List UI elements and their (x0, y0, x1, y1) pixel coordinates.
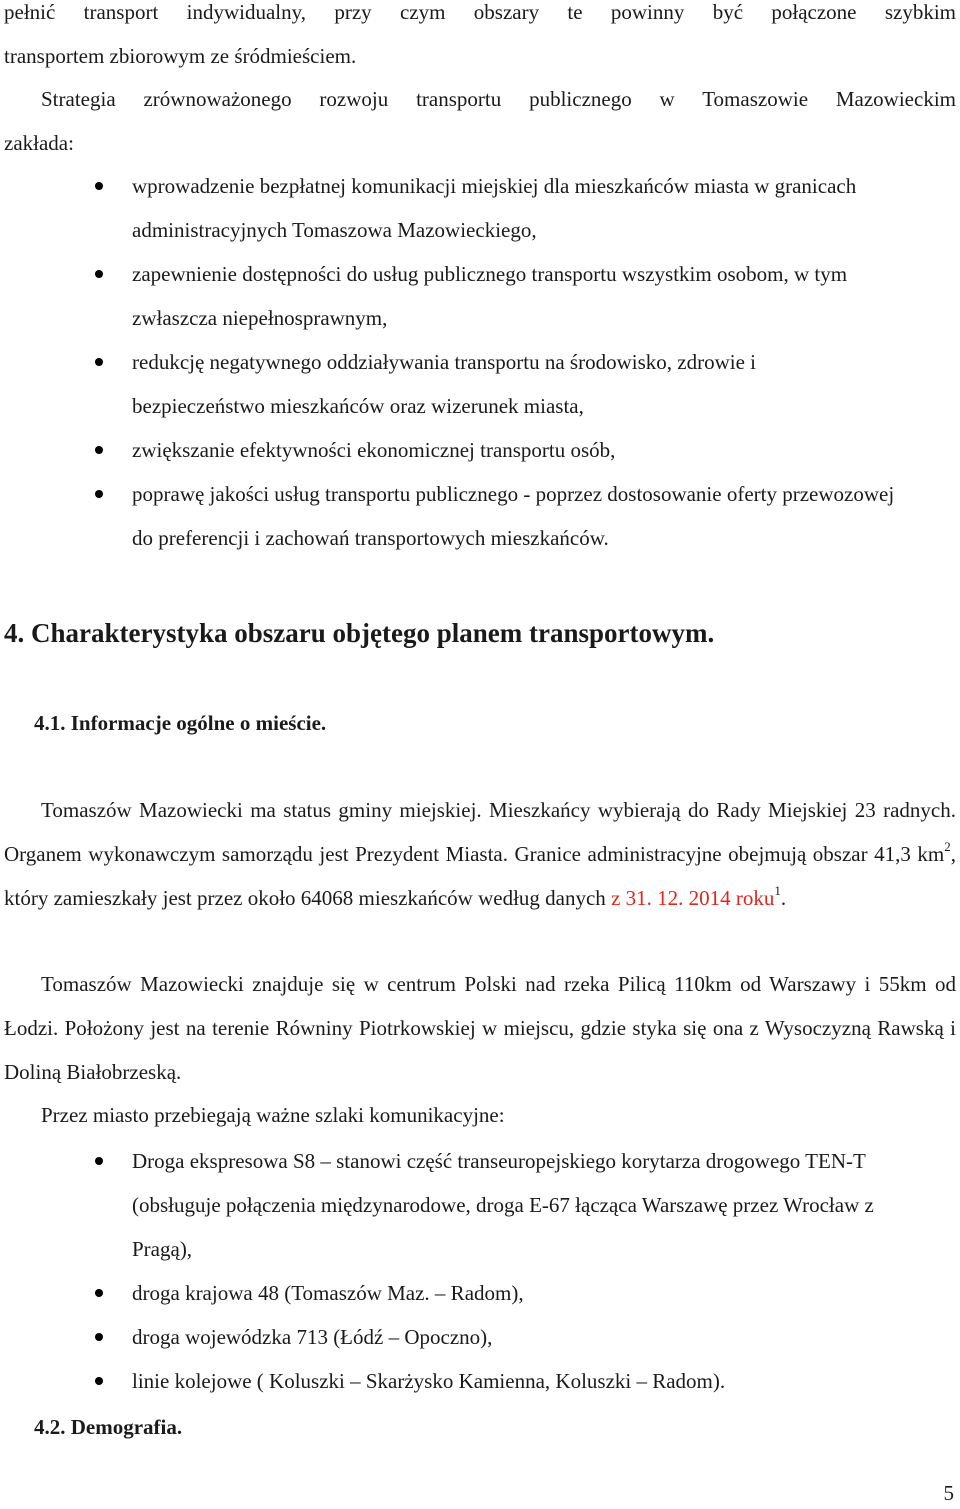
paragraph-city-status (4, 788, 956, 920)
list-item-text: droga wojewódzka 713 (Łódź – Opoczno), (132, 1325, 493, 1349)
list-item (0, 340, 960, 428)
paragraph-text: . (780, 886, 787, 910)
paragraph-routes-intro: Przez miasto przebiegają ważne szlaki komunikacyjne: (41, 1103, 505, 1127)
list-item-text: wprowadzenie bezpłatnej komunikacji miejskiej dla mieszkańców miasta w granicach administracyjnych Tomaszowa Mazowieckiego, (132, 174, 857, 242)
list-item-text: zapewnienie dostępności do usług publicznego transportu wszystkim osobom, w tym zwłaszcza niepełnosprawnym, (132, 262, 848, 330)
paragraph-text: Tomaszów Mazowiecki ma status gminy miejskiej. Mieszkańcy wybierają do Rady Miejskiej 23 radnych. Organem wykonawczym samorządu jest Prezydent Miasta. Granice administracyjne obejmują obszar 41,3 km (4, 798, 956, 866)
bullet-icon (95, 1377, 103, 1385)
intro-line-2: transportem zbiorowym ze śródmieściem. (4, 44, 357, 68)
list-item-text: linie kolejowe ( Koluszki – Skarżysko Kamienna, Koluszki – Radom). (132, 1369, 726, 1393)
list-item-text: Droga ekspresowa S8 – stanowi część transeuropejskiego korytarza drogowego TEN-T (obsługuje połączenia międzynarodowe, droga E-67 łącząca Warszawę przez Wrocław z Pragą), (132, 1149, 874, 1261)
superscript-2: 2 (944, 839, 951, 854)
list-item (0, 472, 960, 560)
list-item (0, 1139, 960, 1271)
bullet-icon (95, 270, 103, 278)
bullet-icon (95, 358, 103, 366)
strategy-goals-list (0, 164, 960, 560)
bullet-icon (95, 1157, 103, 1165)
strategy-intro-line-1: Strategia zrównoważonego rozwoju transportu publicznego w Tomaszowie Mazowieckim (41, 87, 956, 111)
section-4-heading: 4. Charakterystyka obszaru objętego planem transportowym. (4, 618, 715, 648)
date-reference: z 31. 12. 2014 roku (611, 886, 775, 910)
paragraph-text: , który zamieszkały jest przez około 64068 mieszkańców według danych (4, 842, 956, 910)
section-4-1-heading: 4.1. Informacje ogólne o mieście. (34, 711, 327, 735)
list-item-text: droga krajowa 48 (Tomaszów Maz. – Radom), (132, 1281, 524, 1305)
list-item (0, 1271, 960, 1315)
list-item (0, 1359, 960, 1403)
intro-line-1: pełnić transport indywidualny, przy czym obszary te powinny być połączone szybkim (4, 0, 956, 24)
routes-list (0, 1139, 960, 1403)
list-item (0, 428, 960, 472)
list-item-text: redukcję negatywnego oddziaływania transportu na środowisko, zdrowie i bezpieczeństwo mieszkańców oraz wizerunek miasta, (132, 350, 756, 418)
section-4-2-heading: 4.2. Demografia. (34, 1415, 183, 1439)
list-item (0, 164, 960, 252)
list-item (0, 252, 960, 340)
paragraph-location: Tomaszów Mazowiecki znajduje się w centrum Polski nad rzeka Pilicą 110km od Warszawy i 55km od Łodzi. Położony jest na terenie Równiny Piotrkowskiej w miejscu, gdzie styka się ona z Wysoczyzną Rawską i Doliną Białobrzeską. (4, 972, 956, 1084)
bullet-icon (95, 1289, 103, 1297)
page-number: 5 (943, 1481, 954, 1505)
bullet-icon (95, 1333, 103, 1341)
list-item-text: zwiększanie efektywności ekonomicznej transportu osób, (132, 438, 616, 462)
bullet-icon (95, 490, 103, 498)
strategy-intro-line-2: zakłada: (4, 131, 74, 155)
bullet-icon (95, 182, 103, 190)
list-item-text: poprawę jakości usług transportu publicznego - poprzez dostosowanie oferty przewozowej do preferencji i zachowań transportowych mieszkańców. (132, 482, 895, 550)
bullet-icon (95, 446, 103, 454)
list-item (0, 1315, 960, 1359)
footnote-marker: 1 (774, 883, 781, 898)
